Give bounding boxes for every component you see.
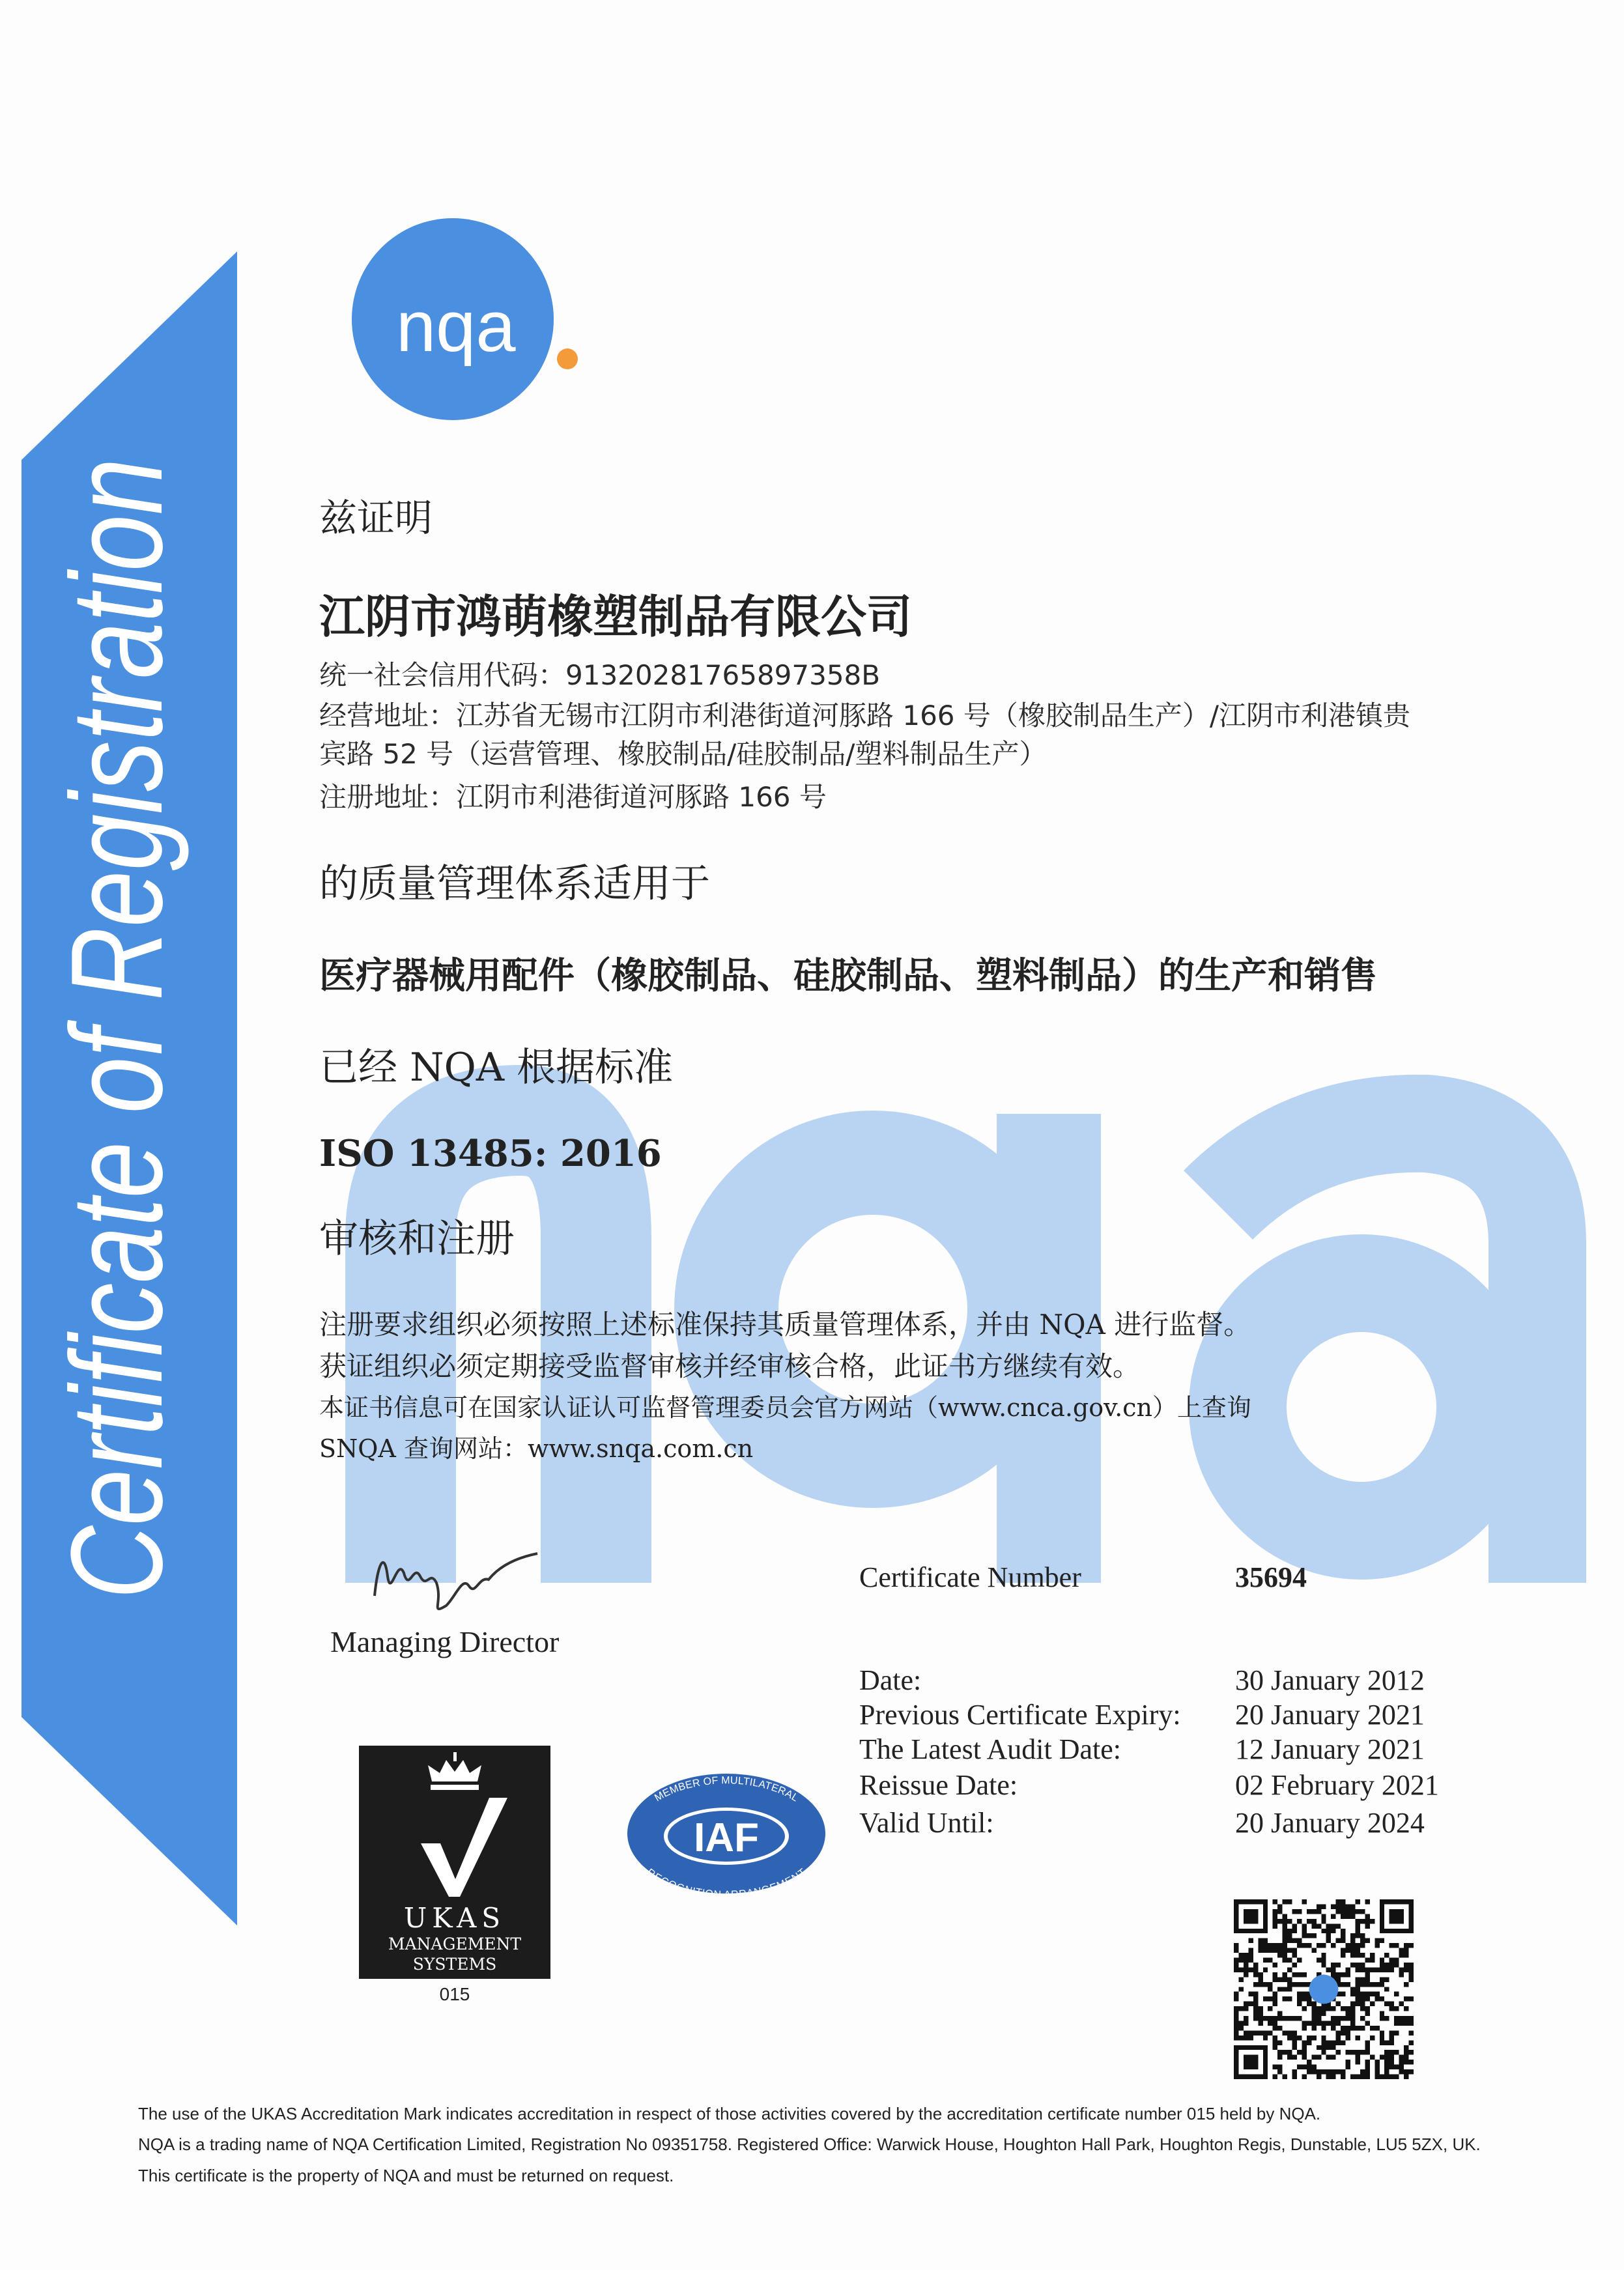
note-line: 本证书信息可在国家认证认可监督管理委员会官方网站（www.cnca.gov.cn）上查询 [319, 1393, 1251, 1422]
previous-expiry-label: Previous Certificate Expiry: [859, 1699, 1181, 1731]
iaf-name: IAF [694, 1815, 759, 1860]
business-address-line2: 宾路 52 号（运营管理、橡胶制品/硅胶制品/塑料制品生产） [319, 738, 1047, 770]
note-line: SNQA 查询网站：www.snqa.com.cn [319, 1434, 754, 1463]
footer-line: NQA is a trading name of NQA Certification Limited, Registration No 09351758. Registered Office: Warwick House, Houghton Hall Park, Houghton Regis, Dunstable, LU5 5ZX, UK. [138, 2135, 1481, 2154]
ukas-number: 015 [439, 1984, 470, 2004]
previous-expiry-value: 20 January 2021 [1235, 1699, 1425, 1731]
certificate-number-label: Certificate Number [859, 1561, 1081, 1593]
banner-title: Certificate of Registration [44, 458, 190, 1599]
business-address-line1: 经营地址：江苏省无锡市江阴市利港街道河豚路 166 号（橡胶制品生产）/江阴市利港镇贵 [319, 700, 1411, 731]
applies-to-text: 的质量管理体系适用于 [319, 861, 710, 907]
date-value: 30 January 2012 [1235, 1664, 1425, 1696]
reissue-date-label: Reissue Date: [859, 1769, 1018, 1801]
qr-logo-icon [1309, 1975, 1339, 2004]
logo-text: nqa [396, 287, 516, 367]
iaf-ring-bottom: RECOGNITION ARRANGEMENT [644, 1866, 808, 1899]
assessed-by-text: 已经 NQA 根据标准 [319, 1045, 674, 1090]
credit-code: 统一社会信用代码：91320281765897358B [319, 659, 881, 691]
ukas-name: UKAS [403, 1902, 506, 1934]
watermark-letters [401, 1114, 1537, 1583]
standard-text: ISO 13485: 2016 [319, 1132, 662, 1175]
registered-address: 注册地址：江阴市利港街道河豚路 166 号 [319, 781, 827, 813]
note-line: 注册要求组织必须按照上述标准保持其质量管理体系，并由 NQA 进行监督。 [319, 1309, 1251, 1341]
valid-until-label: Valid Until: [859, 1807, 994, 1839]
qr-code[interactable] [1232, 1899, 1416, 2079]
intro-text: 兹证明 [319, 496, 433, 540]
nqa-logo [352, 218, 554, 420]
date-label: Date: [859, 1664, 922, 1696]
note-line: 获证组织必须定期接受监督审核并经审核合格，此证书方继续有效。 [319, 1350, 1141, 1382]
valid-until-value: 20 January 2024 [1235, 1807, 1425, 1839]
signatory-title: Managing Director [330, 1625, 560, 1658]
footer-line: The use of the UKAS Accreditation Mark indicates accreditation in respect of those activities covered by the accreditation certificate number 015 held by NQA. [138, 2104, 1321, 2123]
certificate-number: 35694 [1235, 1561, 1307, 1593]
logo-orange-dot [557, 348, 578, 369]
latest-audit-value: 12 January 2021 [1235, 1733, 1425, 1765]
ukas-mark [359, 1746, 550, 1979]
iaf-mark [622, 1768, 831, 1899]
footer-line: This certificate is the property of NQA and must be returned on request. [138, 2166, 674, 2185]
ukas-line1: MANAGEMENT [388, 1935, 522, 1953]
company-name: 江阴市鸿萌橡塑制品有限公司 [319, 590, 912, 644]
registered-text: 审核和注册 [319, 1216, 515, 1262]
crown-tick-icon [359, 1746, 550, 1902]
iaf-ring-top: MEMBER OF MULTILATERAL [653, 1775, 801, 1804]
reissue-date-value: 02 February 2021 [1235, 1769, 1439, 1801]
latest-audit-label: The Latest Audit Date: [859, 1733, 1121, 1765]
scope-text: 医疗器械用配件（橡胶制品、硅胶制品、塑料制品）的生产和销售 [319, 955, 1377, 997]
signature [365, 1537, 547, 1622]
ukas-line2: SYSTEMS [412, 1955, 497, 1974]
